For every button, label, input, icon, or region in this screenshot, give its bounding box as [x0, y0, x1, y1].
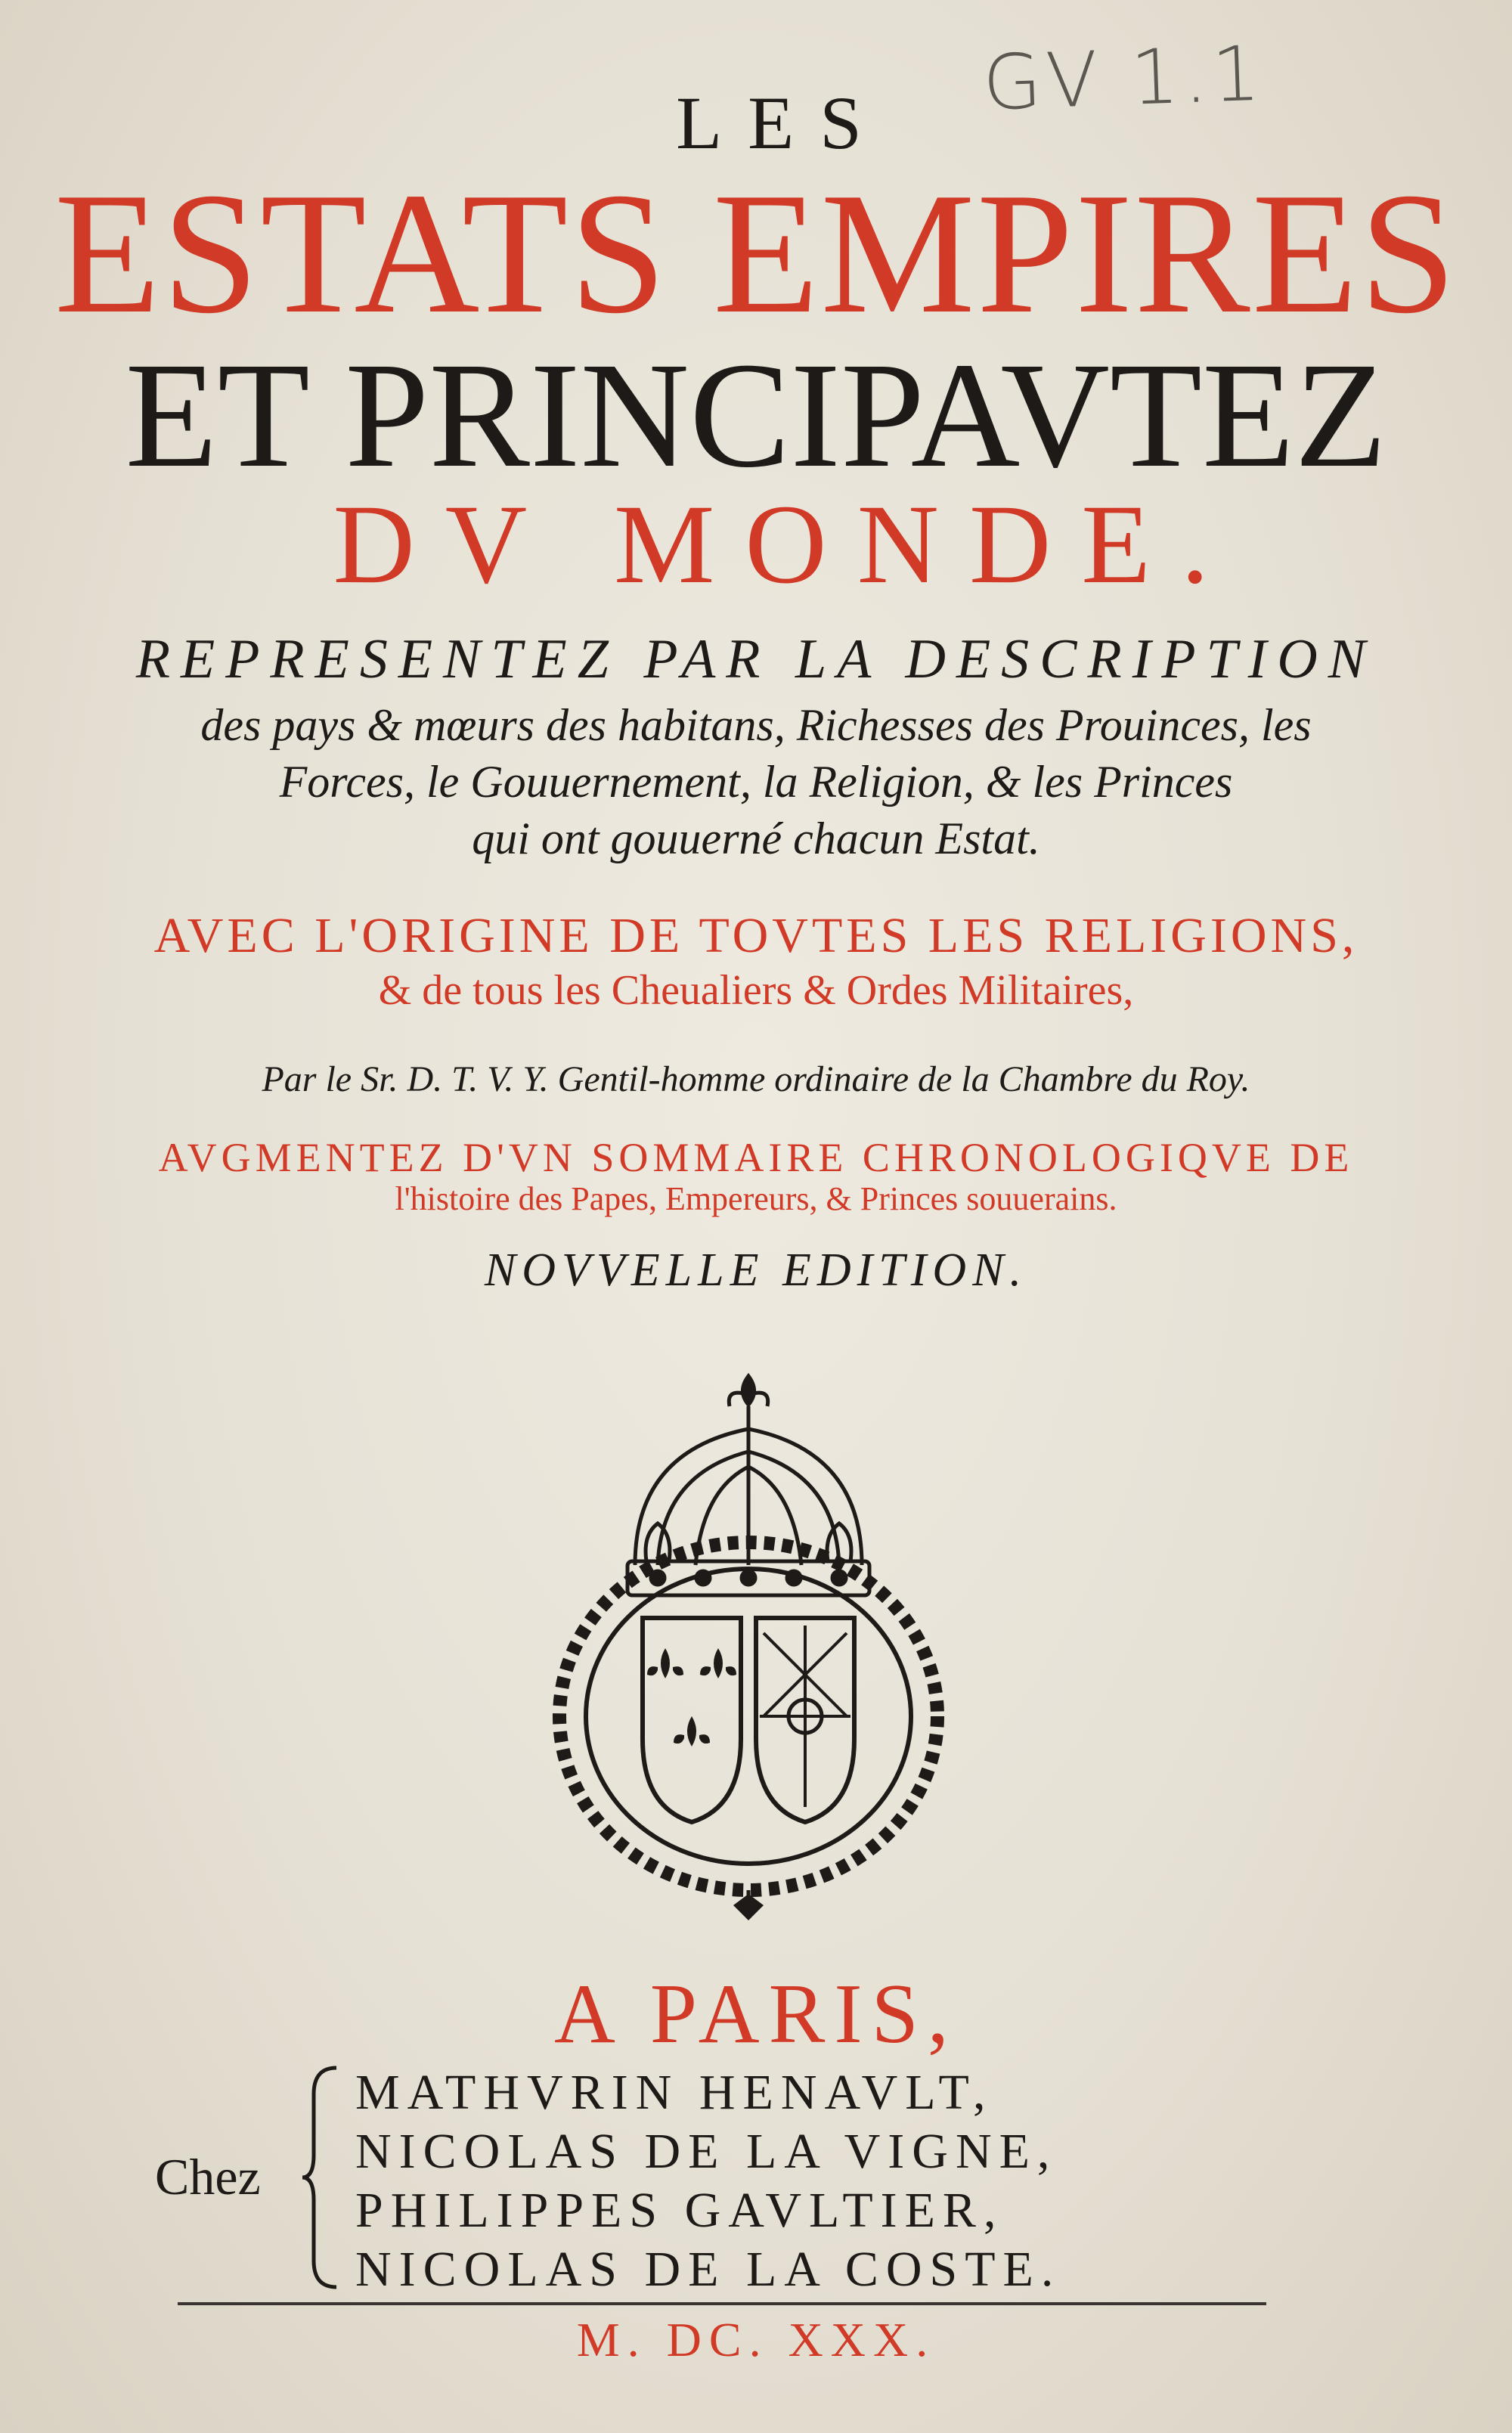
brace-icon: [299, 2064, 344, 2291]
subtitle-representez: REPRESENTEZ PAR LA DESCRIPTION: [135, 628, 1377, 690]
subtitle-line-3: qui ont gouuerné chacun Estat.: [472, 814, 1040, 863]
royal-coat-of-arms-icon: [522, 1361, 975, 1920]
subtitle-line-2: Forces, le Gouuernement, la Religion, & les Princes: [279, 757, 1233, 807]
imprint-chez: Chez: [155, 2148, 261, 2205]
imprint-city: A PARIS,: [554, 1967, 958, 2061]
augmentez-line-1: AVGMENTEZ D'VN SOMMAIRE CHRONOLOGIQVE DE: [158, 1135, 1354, 1180]
title-estats-empires: ESTATS EMPIRES: [54, 157, 1458, 349]
origine-line-1: AVEC L'ORIGINE DE TOVTES LES RELIGIONS,: [153, 908, 1359, 963]
edition-line: NOVVELLE EDITION.: [484, 1244, 1028, 1296]
title-du-monde: DV MONDE.: [333, 482, 1240, 607]
author-line: Par le Sr. D. T. V. Y. Gentil-homme ordinaire de la Chambre du Roy.: [262, 1059, 1250, 1099]
printer-3: PHILIPPES GAVLTIER,: [355, 2183, 1004, 2238]
printer-1: MATHVRIN HENAVLT,: [355, 2065, 993, 2120]
title-principautez: ET PRINCIPAVTEZ: [125, 332, 1387, 499]
printer-4: NICOLAS DE LA COSTE.: [355, 2242, 1061, 2297]
augmentez-line-2: l'histoire des Papes, Empereurs, & Princes souuerains.: [395, 1180, 1117, 1217]
divider-rule: [178, 2302, 1266, 2305]
printer-2: NICOLAS DE LA VIGNE,: [355, 2124, 1058, 2179]
origine-line-2: & de tous les Cheualiers & Ordes Militaires,: [378, 967, 1134, 1014]
handwritten-shelfmark: GV 1.1: [981, 29, 1266, 128]
title-les: LES: [676, 81, 888, 165]
imprint-date: M. DC. XXX.: [576, 2313, 936, 2366]
subtitle-line-1: des pays & mœurs des habitans, Richesses des Prouinces, les: [200, 700, 1312, 750]
